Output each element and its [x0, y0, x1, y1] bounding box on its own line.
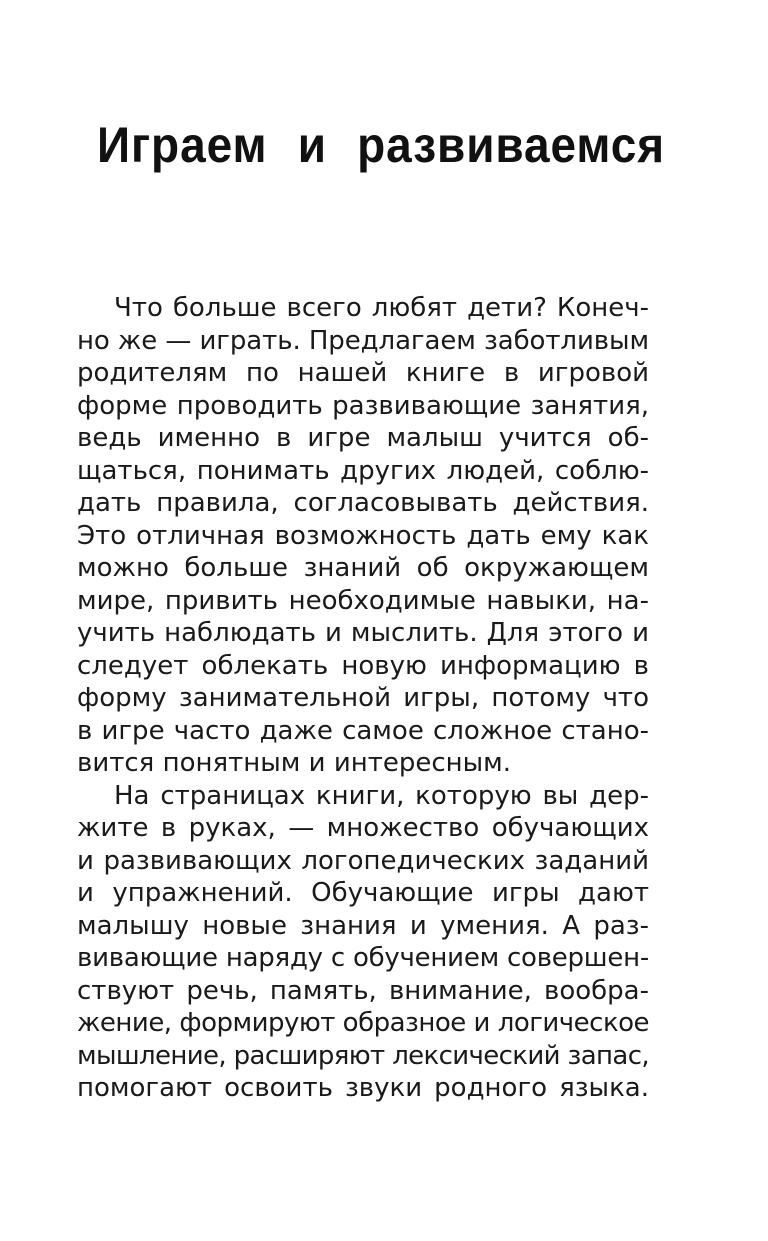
text-line: ствуют речь, память, внимание, вообра-	[77, 975, 649, 1006]
text-line: мире, привить необходимые навыки, на-	[77, 585, 649, 616]
text-line: щаться, понимать других людей, соблю-	[77, 455, 649, 486]
text-line: мышление, расширяют лексический запас,	[77, 1040, 650, 1071]
text-line: жение, формируют образное и логическое	[77, 1008, 650, 1038]
text-line: форме проводить развивающие занятия,	[77, 390, 649, 421]
text-line: вивающие наряду с обучением совершен-	[77, 943, 649, 973]
text-line: дать правила, согласовывать действия.	[77, 488, 649, 518]
text-line: Это отличная возможность дать ему как	[77, 520, 649, 551]
paragraph-1	[77, 292, 649, 780]
text-line: малышу новые знания и умения. А раз-	[77, 910, 649, 941]
chapter-title: Играем и развиваемся	[97, 117, 666, 173]
text-line: учить наблюдать и мыслить. Для этого и	[77, 618, 649, 648]
text-line: и упражнений. Обучающие игры дают	[77, 878, 649, 908]
text-line: родителям по нашей книге в игровой	[77, 358, 649, 388]
text-line: ведь именно в игре малыш учится об-	[77, 423, 649, 453]
text-line: помогают освоить звуки родного языка.	[77, 1073, 649, 1103]
text-line: вится понятным и интересным.	[77, 748, 512, 778]
text-line: и развивающих логопедических заданий	[77, 845, 649, 876]
text-line: можно больше знаний об окружающем	[77, 553, 649, 583]
text-line: Что больше всего любят дети? Конеч-	[114, 293, 649, 323]
text-line: следует облекать новую информацию в	[77, 650, 649, 681]
text-line: На страницах книги, которую вы дер-	[114, 780, 649, 811]
text-line: но же — играть. Предлагаем заботливым	[77, 325, 649, 356]
text-line: форму занимательной игры, потому что	[77, 683, 649, 713]
body-text	[77, 292, 649, 1105]
text-line: жите в руках, — множество обучающих	[77, 813, 649, 843]
text-line: в игре часто даже самое сложное стано-	[77, 715, 649, 746]
paragraph-2	[77, 780, 649, 1105]
